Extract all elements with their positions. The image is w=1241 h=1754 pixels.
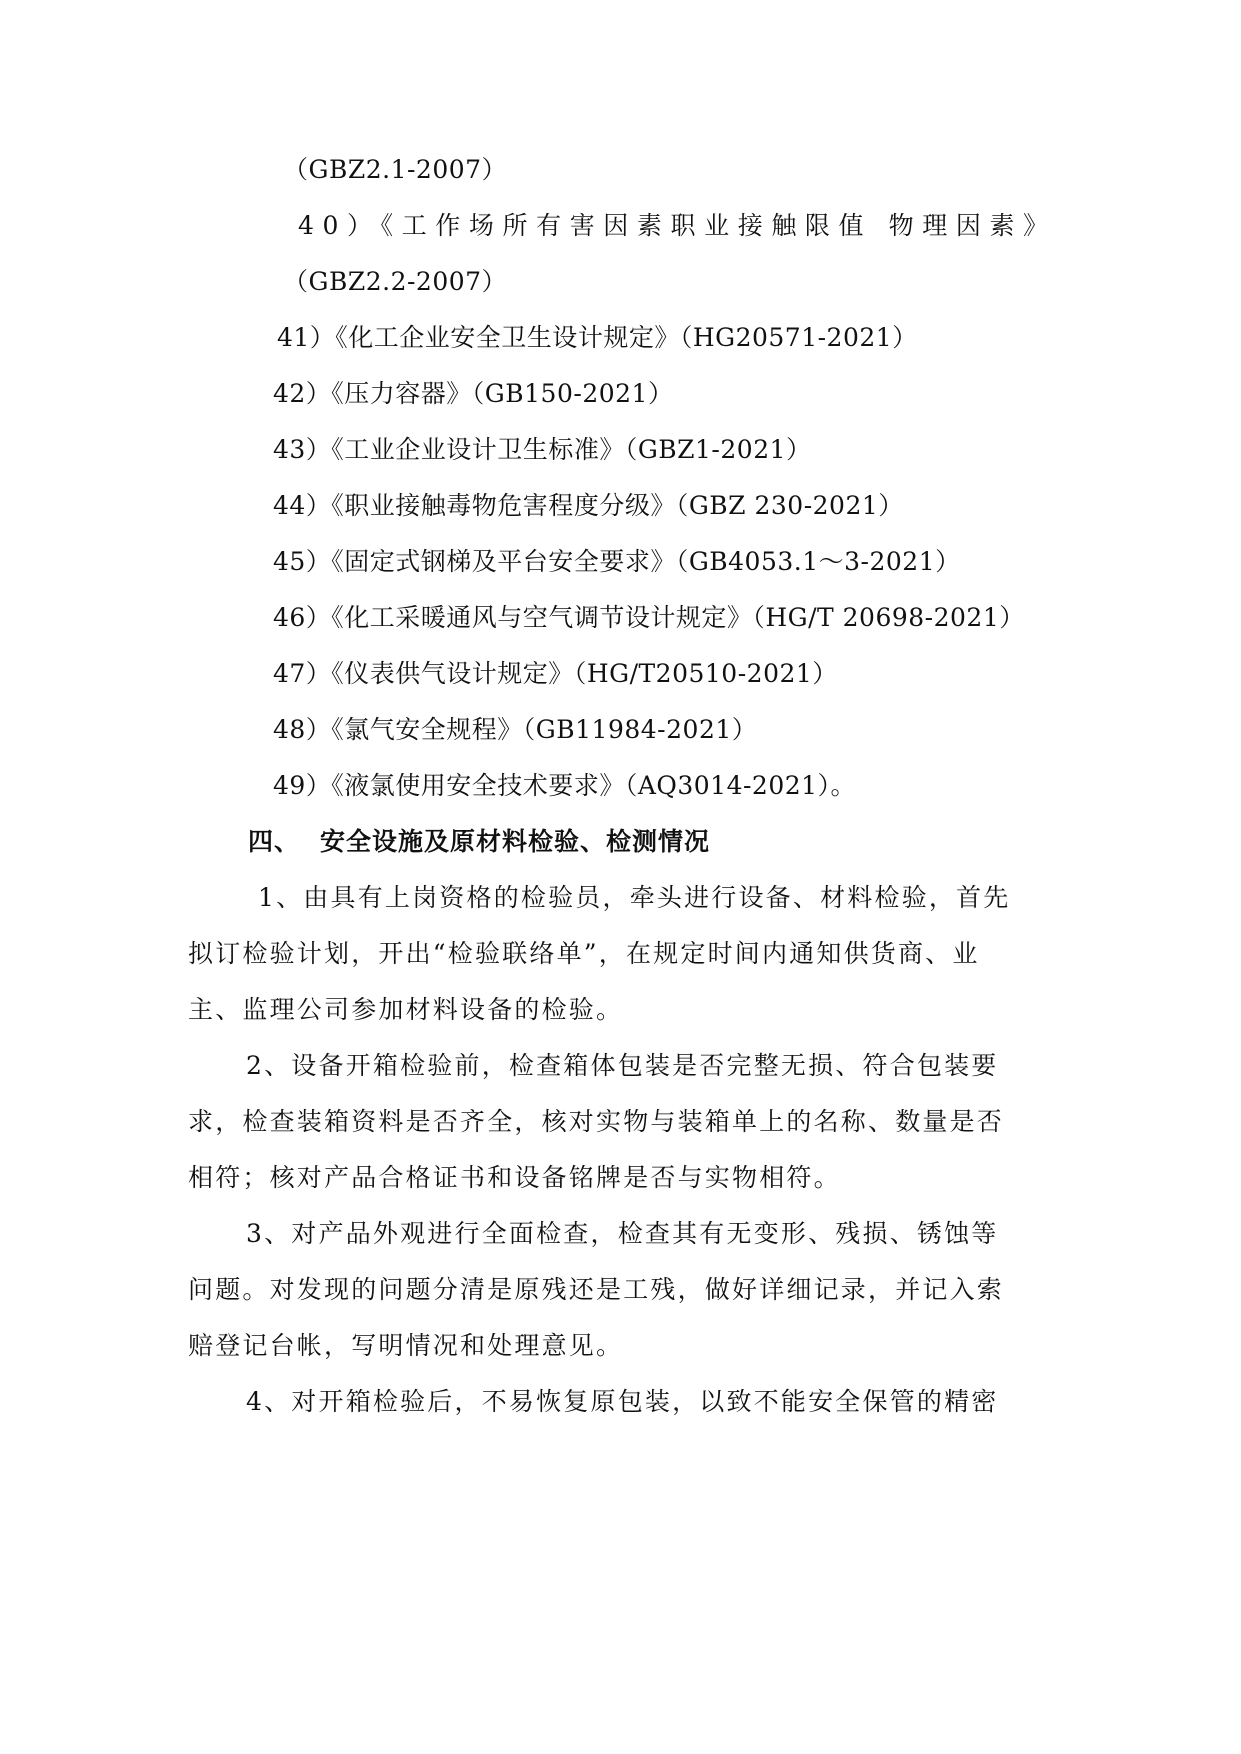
paragraph-1-line: 拟订检验计划，开出“检验联络单”，在规定时间内通知供货商、业 — [188, 939, 980, 968]
paragraph-1-line: 主、监理公司参加材料设备的检验。 — [188, 995, 624, 1024]
reference-continuation: （GBZ2.1-2007） — [283, 155, 508, 184]
reference-item-44: 44）《职业接触毒物危害程度分级》（GBZ 230-2021） — [273, 491, 904, 520]
reference-item-47: 47）《仪表供气设计规定》（HG/T20510-2021） — [273, 659, 838, 688]
section-heading — [248, 824, 710, 860]
paragraph-1-line: 1、由具有上岗资格的检验员，牵头进行设备、材料检验，首先 — [258, 883, 1011, 912]
reference-item-41: 41）《化工企业安全卫生设计规定》（HG20571-2021） — [277, 323, 918, 352]
reference-item-40: 40）《工作场所有害因素职业接触限值 物理因素》 — [298, 211, 1057, 240]
paragraph-2-line: 2、设备开箱检验前，检查箱体包装是否完整无损、符合包装要 — [246, 1051, 999, 1080]
paragraph-2-line: 求，检查装箱资料是否齐全，核对实物与装箱单上的名称、数量是否 — [188, 1107, 1005, 1136]
paragraph-3-line: 赔登记台帐，写明情况和处理意见。 — [188, 1331, 624, 1360]
reference-item-45: 45）《固定式钢梯及平台安全要求》（GB4053.1～3-2021） — [273, 547, 961, 576]
paragraph-4-line: 4、对开箱检验后，不易恢复原包装，以致不能安全保管的精密 — [246, 1387, 999, 1416]
reference-item-48: 48）《氯气安全规程》（GB11984-2021） — [273, 715, 758, 744]
reference-continuation: （GBZ2.2-2007） — [283, 267, 508, 296]
section-title: 安全设施及原材料检验、检测情况 — [320, 827, 711, 856]
section-number: 四、 — [248, 827, 301, 856]
reference-item-42: 42）《压力容器》（GB150-2021） — [273, 379, 674, 408]
reference-item-43: 43）《工业企业设计卫生标准》（GBZ1-2021） — [273, 435, 812, 464]
paragraph-2-line: 相符；核对产品合格证书和设备铭牌是否与实物相符。 — [188, 1163, 841, 1192]
paragraph-3-line: 3、对产品外观进行全面检查，检查其有无变形、残损、锈蚀等 — [246, 1219, 999, 1248]
reference-item-46: 46）《化工采暖通风与空气调节设计规定》（HG/T 20698-2021） — [273, 603, 1025, 632]
reference-item-49: 49）《液氯使用安全技术要求》（AQ3014-2021）。 — [273, 771, 857, 800]
paragraph-3-line: 问题。对发现的问题分清是原残还是工残，做好详细记录，并记入索 — [188, 1275, 1005, 1304]
